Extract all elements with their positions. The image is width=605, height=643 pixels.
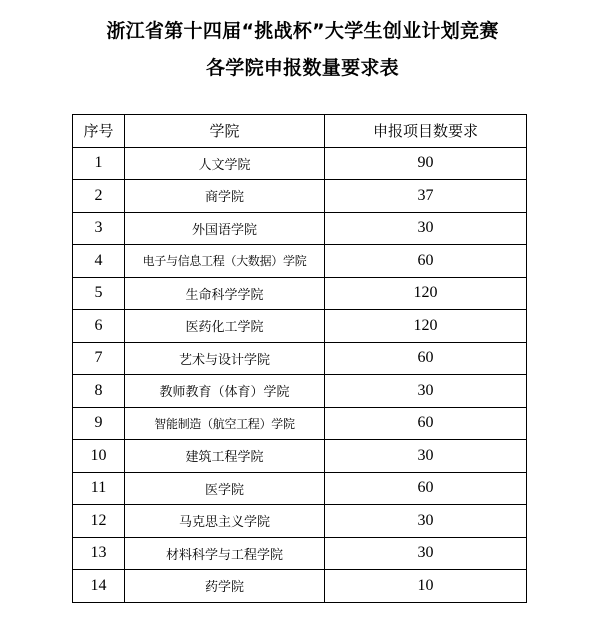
header-required-count: 申报项目数要求	[325, 115, 527, 148]
row-college: 材料科学与工程学院	[125, 537, 325, 570]
row-number: 3	[73, 212, 125, 245]
table-row	[73, 342, 527, 375]
row-number: 9	[73, 407, 125, 440]
row-college: 建筑工程学院	[125, 440, 325, 473]
row-number: 4	[73, 245, 125, 278]
row-college: 艺术与设计学院	[125, 342, 325, 375]
header-college: 学院	[125, 115, 325, 148]
row-count: 60	[325, 342, 527, 375]
table-body	[73, 147, 527, 602]
document-subtitle: 各学院申报数量要求表	[205, 57, 399, 79]
row-count: 120	[325, 310, 527, 343]
table-row	[73, 472, 527, 505]
row-number: 5	[73, 277, 125, 310]
table-row	[73, 505, 527, 538]
row-college: 外国语学院	[125, 212, 325, 245]
row-count: 37	[325, 180, 527, 213]
row-college: 人文学院	[125, 147, 325, 180]
row-count: 90	[325, 147, 527, 180]
row-college: 马克思主义学院	[125, 505, 325, 538]
row-number: 1	[73, 147, 125, 180]
table-row	[73, 570, 527, 603]
table-row	[73, 310, 527, 343]
row-number: 12	[73, 505, 125, 538]
row-count: 30	[325, 375, 527, 408]
row-count: 60	[325, 407, 527, 440]
header-number: 序号	[73, 115, 125, 148]
row-number: 11	[73, 472, 125, 505]
row-college: 商学院	[125, 180, 325, 213]
row-college: 教师教育（体育）学院	[125, 375, 325, 408]
row-count: 120	[325, 277, 527, 310]
table-header	[73, 115, 527, 148]
row-college: 智能制造（航空工程）学院	[125, 407, 325, 440]
row-college: 生命科学学院	[125, 277, 325, 310]
table-row	[73, 440, 527, 473]
table-row	[73, 147, 527, 180]
table-row	[73, 245, 527, 278]
row-number: 10	[73, 440, 125, 473]
row-count: 30	[325, 212, 527, 245]
row-count: 30	[325, 505, 527, 538]
row-college: 医学院	[125, 472, 325, 505]
row-count: 60	[325, 472, 527, 505]
row-college: 药学院	[125, 570, 325, 603]
row-count: 60	[325, 245, 527, 278]
row-count: 10	[325, 570, 527, 603]
row-number: 2	[73, 180, 125, 213]
table-row	[73, 180, 527, 213]
row-number: 13	[73, 537, 125, 570]
row-count: 30	[325, 440, 527, 473]
row-number: 8	[73, 375, 125, 408]
header-row	[73, 115, 527, 148]
row-number: 6	[73, 310, 125, 343]
table-row	[73, 407, 527, 440]
row-college: 医药化工学院	[125, 310, 325, 343]
table-row	[73, 375, 527, 408]
quota-table	[72, 114, 527, 603]
table-row	[73, 212, 527, 245]
row-count: 30	[325, 537, 527, 570]
table-row	[73, 277, 527, 310]
row-college: 电子与信息工程（大数据）学院	[125, 245, 325, 278]
row-number: 14	[73, 570, 125, 603]
row-number: 7	[73, 342, 125, 375]
document-title: 浙江省第十四届“挑战杯”大学生创业计划竞赛	[106, 20, 499, 42]
table-row	[73, 537, 527, 570]
